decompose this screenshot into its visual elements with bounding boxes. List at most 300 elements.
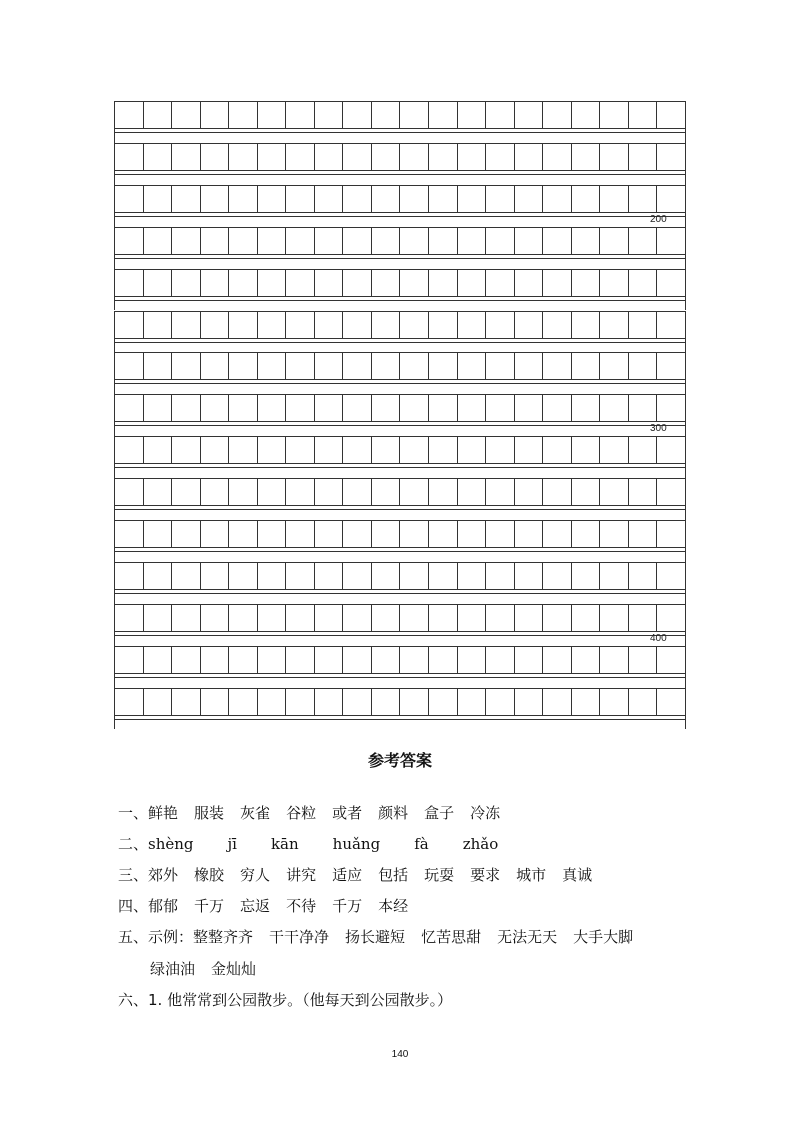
grid-cell[interactable] (657, 270, 685, 296)
grid-cell[interactable] (486, 270, 515, 296)
grid-cell[interactable] (201, 647, 230, 673)
grid-cell[interactable] (629, 353, 658, 379)
grid-cell[interactable] (172, 144, 201, 170)
grid-cell[interactable] (115, 437, 144, 463)
grid-cell[interactable] (315, 395, 344, 421)
grid-cell[interactable] (115, 228, 144, 254)
grid-cell[interactable] (286, 395, 315, 421)
grid-cell[interactable] (486, 395, 515, 421)
grid-cell[interactable] (201, 312, 230, 338)
grid-cell[interactable] (515, 479, 544, 505)
grid-cell[interactable] (400, 228, 429, 254)
grid-cell[interactable] (572, 353, 601, 379)
grid-cell[interactable] (458, 102, 487, 128)
grid-cell[interactable] (258, 521, 287, 547)
grid-cell[interactable] (315, 605, 344, 631)
grid-cell[interactable] (458, 186, 487, 212)
grid-cell[interactable] (258, 563, 287, 589)
grid-cell[interactable] (486, 689, 515, 715)
grid-cell[interactable] (201, 144, 230, 170)
grid-cell[interactable] (458, 689, 487, 715)
grid-cell[interactable] (229, 563, 258, 589)
grid-cell[interactable] (572, 270, 601, 296)
grid-cell[interactable] (400, 395, 429, 421)
grid-cell[interactable] (229, 353, 258, 379)
grid-cell[interactable] (572, 605, 601, 631)
grid-cell[interactable] (286, 228, 315, 254)
grid-cell[interactable] (343, 521, 372, 547)
grid-cell[interactable] (543, 270, 572, 296)
grid-cell[interactable] (600, 353, 629, 379)
grid-cell[interactable] (486, 144, 515, 170)
grid-cell[interactable] (543, 437, 572, 463)
grid-cell[interactable] (343, 144, 372, 170)
grid-cell[interactable] (229, 689, 258, 715)
grid-cell[interactable] (115, 144, 144, 170)
grid-cell[interactable] (115, 689, 144, 715)
grid-cell[interactable] (543, 102, 572, 128)
grid-cell[interactable] (144, 186, 173, 212)
grid-cell[interactable] (258, 605, 287, 631)
grid-cell[interactable] (458, 312, 487, 338)
grid-cell[interactable] (343, 353, 372, 379)
grid-cell[interactable] (600, 312, 629, 338)
grid-cell[interactable] (201, 521, 230, 547)
grid-cell[interactable] (115, 563, 144, 589)
grid-cell[interactable] (115, 186, 144, 212)
grid-cell[interactable] (400, 437, 429, 463)
grid-cell[interactable] (144, 353, 173, 379)
grid-cell[interactable] (515, 312, 544, 338)
grid-cell[interactable] (172, 479, 201, 505)
grid-cell[interactable] (172, 521, 201, 547)
grid-cell[interactable] (458, 144, 487, 170)
grid-cell[interactable] (515, 353, 544, 379)
grid-cell[interactable] (229, 395, 258, 421)
grid-cell[interactable] (486, 186, 515, 212)
grid-cell[interactable] (400, 186, 429, 212)
grid-cell[interactable] (172, 563, 201, 589)
grid-cell[interactable] (372, 144, 401, 170)
grid-cell[interactable] (144, 437, 173, 463)
grid-cell[interactable] (229, 647, 258, 673)
grid-cell[interactable] (629, 102, 658, 128)
grid-cell[interactable] (229, 228, 258, 254)
grid-cell[interactable] (229, 312, 258, 338)
grid-cell[interactable] (343, 689, 372, 715)
grid-cell[interactable] (144, 395, 173, 421)
grid-cell[interactable] (600, 186, 629, 212)
grid-cell[interactable] (201, 563, 230, 589)
grid-cell[interactable] (144, 605, 173, 631)
grid-cell[interactable] (629, 689, 658, 715)
grid-cell[interactable] (286, 353, 315, 379)
grid-cell[interactable] (515, 647, 544, 673)
grid-cell[interactable] (572, 228, 601, 254)
grid-cell[interactable] (343, 102, 372, 128)
grid-cell[interactable] (115, 353, 144, 379)
grid-cell[interactable] (543, 647, 572, 673)
grid-cell[interactable] (372, 102, 401, 128)
grid-cell[interactable] (657, 228, 685, 254)
grid-cell[interactable] (144, 228, 173, 254)
grid-cell[interactable] (115, 521, 144, 547)
grid-cell[interactable] (400, 102, 429, 128)
grid-cell[interactable] (372, 479, 401, 505)
grid-cell[interactable] (201, 102, 230, 128)
grid-cell[interactable] (515, 689, 544, 715)
grid-cell[interactable] (315, 647, 344, 673)
grid-cell[interactable] (372, 353, 401, 379)
grid-cell[interactable] (657, 479, 685, 505)
grid-cell[interactable] (172, 102, 201, 128)
grid-cell[interactable] (229, 144, 258, 170)
grid-cell[interactable] (144, 312, 173, 338)
grid-cell[interactable] (600, 395, 629, 421)
grid-cell[interactable] (543, 186, 572, 212)
grid-cell[interactable] (543, 395, 572, 421)
grid-cell[interactable] (657, 437, 685, 463)
grid-cell[interactable] (657, 353, 685, 379)
grid-cell[interactable] (315, 186, 344, 212)
grid-cell[interactable] (515, 563, 544, 589)
grid-cell[interactable] (429, 353, 458, 379)
grid-cell[interactable] (115, 479, 144, 505)
grid-cell[interactable] (258, 312, 287, 338)
grid-cell[interactable] (286, 144, 315, 170)
grid-cell[interactable] (543, 563, 572, 589)
grid-cell[interactable] (258, 102, 287, 128)
grid-cell[interactable] (486, 647, 515, 673)
grid-cell[interactable] (572, 689, 601, 715)
grid-cell[interactable] (429, 102, 458, 128)
grid-cell[interactable] (486, 563, 515, 589)
grid-cell[interactable] (286, 647, 315, 673)
grid-cell[interactable] (657, 395, 685, 421)
grid-cell[interactable] (258, 144, 287, 170)
grid-cell[interactable] (229, 437, 258, 463)
grid-cell[interactable] (144, 647, 173, 673)
grid-cell[interactable] (429, 479, 458, 505)
grid-cell[interactable] (400, 521, 429, 547)
grid-cell[interactable] (429, 186, 458, 212)
grid-cell[interactable] (315, 689, 344, 715)
grid-cell[interactable] (372, 228, 401, 254)
grid-cell[interactable] (286, 563, 315, 589)
grid-cell[interactable] (400, 144, 429, 170)
grid-cell[interactable] (372, 563, 401, 589)
grid-cell[interactable] (258, 270, 287, 296)
grid-cell[interactable] (144, 144, 173, 170)
grid-cell[interactable] (172, 395, 201, 421)
grid-cell[interactable] (400, 689, 429, 715)
grid-cell[interactable] (600, 102, 629, 128)
grid-cell[interactable] (657, 102, 685, 128)
grid-cell[interactable] (458, 647, 487, 673)
grid-cell[interactable] (400, 312, 429, 338)
grid-cell[interactable] (600, 144, 629, 170)
grid-cell[interactable] (286, 312, 315, 338)
grid-cell[interactable] (258, 186, 287, 212)
grid-cell[interactable] (258, 437, 287, 463)
grid-cell[interactable] (315, 312, 344, 338)
grid-cell[interactable] (172, 605, 201, 631)
grid-cell[interactable] (229, 102, 258, 128)
grid-cell[interactable] (400, 270, 429, 296)
grid-cell[interactable] (315, 437, 344, 463)
grid-cell[interactable] (400, 563, 429, 589)
grid-cell[interactable] (144, 102, 173, 128)
grid-cell[interactable] (115, 395, 144, 421)
grid-cell[interactable] (343, 605, 372, 631)
grid-cell[interactable] (343, 479, 372, 505)
grid-cell[interactable] (486, 437, 515, 463)
grid-cell[interactable] (629, 647, 658, 673)
grid-cell[interactable] (429, 647, 458, 673)
grid-cell[interactable] (515, 270, 544, 296)
grid-cell[interactable] (286, 102, 315, 128)
grid-cell[interactable] (572, 647, 601, 673)
grid-cell[interactable] (201, 689, 230, 715)
grid-cell[interactable] (343, 647, 372, 673)
grid-cell[interactable] (458, 270, 487, 296)
grid-cell[interactable] (229, 605, 258, 631)
grid-cell[interactable] (458, 437, 487, 463)
grid-cell[interactable] (315, 228, 344, 254)
grid-cell[interactable] (172, 228, 201, 254)
grid-cell[interactable] (258, 479, 287, 505)
grid-cell[interactable] (343, 395, 372, 421)
grid-cell[interactable] (172, 689, 201, 715)
grid-cell[interactable] (515, 228, 544, 254)
grid-cell[interactable] (372, 521, 401, 547)
grid-cell[interactable] (458, 605, 487, 631)
grid-cell[interactable] (515, 186, 544, 212)
grid-cell[interactable] (201, 605, 230, 631)
grid-cell[interactable] (657, 312, 685, 338)
grid-cell[interactable] (515, 102, 544, 128)
grid-cell[interactable] (629, 605, 658, 631)
grid-cell[interactable] (201, 437, 230, 463)
grid-cell[interactable] (657, 689, 685, 715)
grid-cell[interactable] (315, 479, 344, 505)
grid-cell[interactable] (144, 521, 173, 547)
grid-cell[interactable] (543, 605, 572, 631)
grid-cell[interactable] (286, 479, 315, 505)
grid-cell[interactable] (144, 270, 173, 296)
grid-cell[interactable] (372, 395, 401, 421)
grid-cell[interactable] (543, 228, 572, 254)
grid-cell[interactable] (572, 521, 601, 547)
grid-cell[interactable] (458, 563, 487, 589)
grid-cell[interactable] (515, 437, 544, 463)
grid-cell[interactable] (315, 144, 344, 170)
grid-cell[interactable] (286, 605, 315, 631)
grid-cell[interactable] (600, 605, 629, 631)
grid-cell[interactable] (343, 437, 372, 463)
grid-cell[interactable] (629, 395, 658, 421)
grid-cell[interactable] (172, 647, 201, 673)
grid-cell[interactable] (486, 605, 515, 631)
grid-cell[interactable] (572, 312, 601, 338)
grid-cell[interactable] (657, 144, 685, 170)
grid-cell[interactable] (229, 479, 258, 505)
grid-cell[interactable] (429, 228, 458, 254)
grid-cell[interactable] (543, 689, 572, 715)
grid-cell[interactable] (486, 228, 515, 254)
grid-cell[interactable] (286, 186, 315, 212)
grid-cell[interactable] (429, 521, 458, 547)
grid-cell[interactable] (144, 689, 173, 715)
grid-cell[interactable] (429, 689, 458, 715)
grid-cell[interactable] (115, 270, 144, 296)
grid-cell[interactable] (258, 647, 287, 673)
grid-cell[interactable] (429, 270, 458, 296)
grid-cell[interactable] (144, 479, 173, 505)
grid-cell[interactable] (600, 270, 629, 296)
grid-cell[interactable] (144, 563, 173, 589)
grid-cell[interactable] (315, 102, 344, 128)
grid-cell[interactable] (372, 270, 401, 296)
grid-cell[interactable] (201, 228, 230, 254)
grid-cell[interactable] (486, 521, 515, 547)
grid-cell[interactable] (572, 186, 601, 212)
grid-cell[interactable] (286, 270, 315, 296)
grid-cell[interactable] (115, 312, 144, 338)
grid-cell[interactable] (657, 186, 685, 212)
grid-cell[interactable] (315, 270, 344, 296)
grid-cell[interactable] (172, 186, 201, 212)
grid-cell[interactable] (629, 437, 658, 463)
grid-cell[interactable] (458, 521, 487, 547)
grid-cell[interactable] (400, 647, 429, 673)
grid-cell[interactable] (258, 228, 287, 254)
grid-cell[interactable] (657, 521, 685, 547)
grid-cell[interactable] (315, 563, 344, 589)
grid-cell[interactable] (600, 521, 629, 547)
grid-cell[interactable] (172, 353, 201, 379)
grid-cell[interactable] (372, 437, 401, 463)
grid-cell[interactable] (429, 563, 458, 589)
grid-cell[interactable] (372, 186, 401, 212)
grid-cell[interactable] (629, 563, 658, 589)
grid-cell[interactable] (600, 228, 629, 254)
grid-cell[interactable] (600, 479, 629, 505)
grid-cell[interactable] (458, 353, 487, 379)
grid-cell[interactable] (201, 270, 230, 296)
grid-cell[interactable] (657, 563, 685, 589)
grid-cell[interactable] (543, 521, 572, 547)
grid-cell[interactable] (286, 689, 315, 715)
grid-cell[interactable] (515, 144, 544, 170)
grid-cell[interactable] (315, 353, 344, 379)
grid-cell[interactable] (372, 312, 401, 338)
grid-cell[interactable] (343, 228, 372, 254)
grid-cell[interactable] (458, 395, 487, 421)
grid-cell[interactable] (172, 312, 201, 338)
grid-cell[interactable] (486, 353, 515, 379)
grid-cell[interactable] (657, 647, 685, 673)
grid-cell[interactable] (343, 312, 372, 338)
grid-cell[interactable] (543, 312, 572, 338)
grid-cell[interactable] (629, 270, 658, 296)
grid-cell[interactable] (458, 479, 487, 505)
grid-cell[interactable] (543, 479, 572, 505)
grid-cell[interactable] (115, 102, 144, 128)
grid-cell[interactable] (400, 353, 429, 379)
grid-cell[interactable] (372, 647, 401, 673)
grid-cell[interactable] (486, 479, 515, 505)
grid-cell[interactable] (115, 647, 144, 673)
grid-cell[interactable] (629, 186, 658, 212)
grid-cell[interactable] (229, 270, 258, 296)
grid-cell[interactable] (600, 437, 629, 463)
grid-cell[interactable] (458, 228, 487, 254)
grid-cell[interactable] (400, 479, 429, 505)
grid-cell[interactable] (572, 144, 601, 170)
grid-cell[interactable] (258, 353, 287, 379)
grid-cell[interactable] (486, 312, 515, 338)
grid-cell[interactable] (429, 312, 458, 338)
grid-cell[interactable] (429, 437, 458, 463)
grid-cell[interactable] (172, 270, 201, 296)
grid-cell[interactable] (515, 605, 544, 631)
grid-cell[interactable] (572, 395, 601, 421)
grid-cell[interactable] (343, 270, 372, 296)
grid-cell[interactable] (229, 521, 258, 547)
grid-cell[interactable] (572, 563, 601, 589)
grid-cell[interactable] (600, 647, 629, 673)
grid-cell[interactable] (201, 186, 230, 212)
grid-cell[interactable] (400, 605, 429, 631)
grid-cell[interactable] (286, 437, 315, 463)
grid-cell[interactable] (315, 521, 344, 547)
grid-cell[interactable] (572, 437, 601, 463)
grid-cell[interactable] (201, 479, 230, 505)
grid-cell[interactable] (429, 395, 458, 421)
grid-cell[interactable] (629, 312, 658, 338)
grid-cell[interactable] (572, 479, 601, 505)
grid-cell[interactable] (629, 228, 658, 254)
grid-cell[interactable] (600, 563, 629, 589)
grid-cell[interactable] (657, 605, 685, 631)
grid-cell[interactable] (258, 689, 287, 715)
grid-cell[interactable] (343, 186, 372, 212)
grid-cell[interactable] (258, 395, 287, 421)
grid-cell[interactable] (543, 353, 572, 379)
grid-cell[interactable] (515, 395, 544, 421)
grid-cell[interactable] (343, 563, 372, 589)
grid-cell[interactable] (115, 605, 144, 631)
grid-cell[interactable] (629, 144, 658, 170)
grid-cell[interactable] (543, 144, 572, 170)
grid-cell[interactable] (372, 605, 401, 631)
grid-cell[interactable] (372, 689, 401, 715)
grid-cell[interactable] (286, 521, 315, 547)
grid-cell[interactable] (629, 479, 658, 505)
grid-cell[interactable] (572, 102, 601, 128)
grid-cell[interactable] (429, 605, 458, 631)
grid-cell[interactable] (201, 395, 230, 421)
grid-cell[interactable] (486, 102, 515, 128)
grid-cell[interactable] (600, 689, 629, 715)
grid-cell[interactable] (515, 521, 544, 547)
grid-cell[interactable] (229, 186, 258, 212)
grid-cell[interactable] (429, 144, 458, 170)
grid-cell[interactable] (629, 521, 658, 547)
grid-cell[interactable] (172, 437, 201, 463)
grid-cell[interactable] (201, 353, 230, 379)
